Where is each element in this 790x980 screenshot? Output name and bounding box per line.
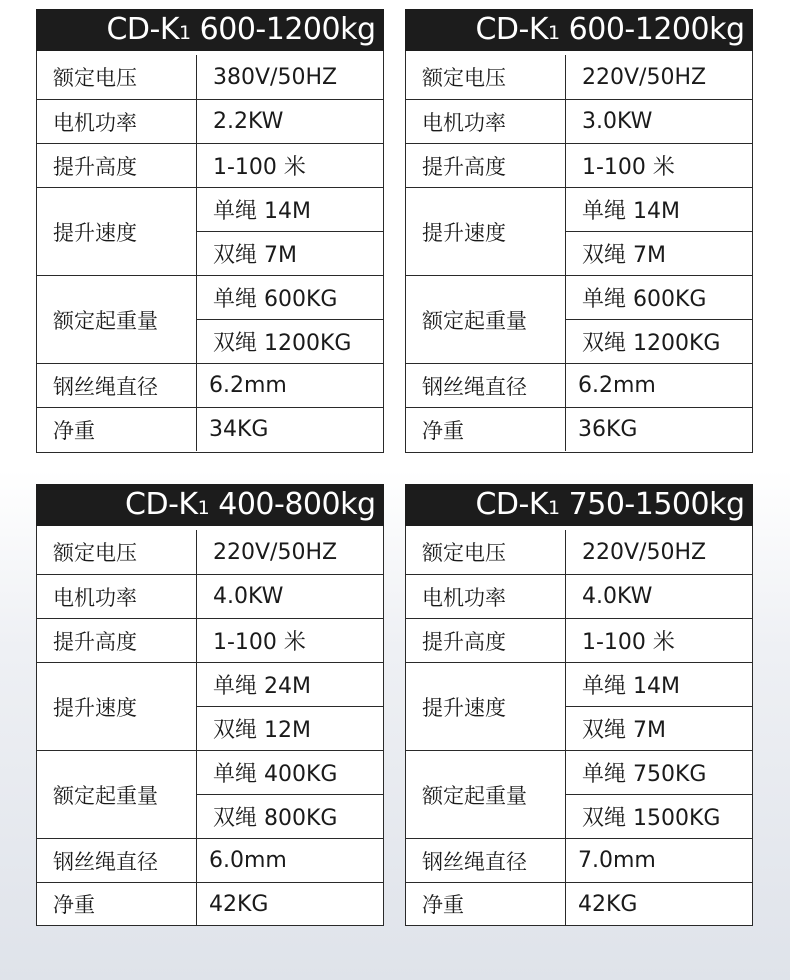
model-name: CD-K (125, 486, 198, 522)
label-rope: 钢丝绳直径 (406, 364, 566, 407)
value-load-double: 双绳 1500KG (582, 805, 721, 831)
label-height: 提升高度 (37, 619, 197, 662)
row-power (406, 99, 752, 143)
row-load (406, 750, 752, 838)
row-height (37, 618, 383, 662)
row-voltage (37, 530, 383, 574)
label-rope: 钢丝绳直径 (37, 839, 197, 882)
label-load: 额定起重量 (406, 751, 566, 838)
row-height (37, 143, 383, 187)
model-name: CD-K (475, 486, 548, 522)
label-power: 电机功率 (37, 575, 197, 618)
label-speed: 提升速度 (37, 663, 197, 750)
row-weight (406, 882, 752, 925)
card-title (36, 484, 384, 526)
card-title (36, 9, 384, 51)
value-voltage: 220V/50HZ (582, 64, 707, 90)
label-weight: 净重 (37, 408, 197, 451)
value-speed-single: 单绳 14M (566, 663, 752, 707)
label-weight: 净重 (37, 883, 197, 925)
label-load: 额定起重量 (37, 276, 197, 363)
value-weight: 42KG (209, 891, 269, 917)
value-voltage: 220V/50HZ (213, 539, 338, 565)
value-load-single: 单绳 600KG (566, 276, 752, 320)
label-height: 提升高度 (37, 144, 197, 187)
value-rope: 6.0mm (209, 848, 287, 873)
row-weight (406, 407, 752, 451)
value-weight: 36KG (578, 417, 638, 442)
row-power (37, 99, 383, 143)
label-height: 提升高度 (406, 619, 566, 662)
row-rope (406, 363, 752, 407)
label-speed: 提升速度 (406, 663, 566, 750)
row-load (37, 750, 383, 838)
model-name: CD-K (106, 11, 179, 47)
label-power: 电机功率 (406, 575, 566, 618)
model-subscript: 1 (548, 496, 560, 519)
row-height (406, 143, 752, 187)
value-speed-double: 双绳 7M (582, 242, 666, 268)
value-power: 4.0KW (213, 584, 284, 609)
value-weight: 34KG (209, 417, 269, 442)
value-weight: 42KG (578, 891, 638, 917)
value-speed-double: 双绳 12M (213, 717, 311, 743)
row-power (37, 574, 383, 618)
row-load (406, 275, 752, 363)
label-power: 电机功率 (406, 100, 566, 143)
label-voltage: 额定电压 (406, 530, 566, 574)
value-height: 1-100 米 (213, 630, 306, 655)
label-speed: 提升速度 (37, 188, 197, 275)
value-speed-single: 单绳 14M (197, 188, 383, 232)
label-power: 电机功率 (37, 100, 197, 143)
spec-card-3 (36, 484, 384, 926)
value-load-double: 双绳 800KG (213, 805, 338, 831)
value-load-double: 双绳 1200KG (213, 330, 352, 356)
value-speed-double: 双绳 7M (582, 717, 666, 743)
model-subscript: 1 (179, 21, 191, 44)
label-load: 额定起重量 (406, 276, 566, 363)
value-voltage: 220V/50HZ (582, 539, 707, 565)
value-rope: 7.0mm (578, 848, 656, 873)
row-speed (37, 187, 383, 275)
row-height (406, 618, 752, 662)
row-speed (406, 187, 752, 275)
row-weight (37, 407, 383, 451)
row-rope (37, 363, 383, 407)
spec-card-1 (36, 9, 384, 453)
value-rope: 6.2mm (578, 373, 656, 398)
value-load-double: 双绳 1200KG (582, 330, 721, 356)
card-title (405, 484, 753, 526)
value-load-single: 单绳 750KG (566, 751, 752, 795)
value-speed-single: 单绳 14M (566, 188, 752, 232)
capacity-range: 750-1500kg (568, 486, 745, 522)
row-speed (37, 662, 383, 750)
label-weight: 净重 (406, 883, 566, 925)
label-voltage: 额定电压 (406, 55, 566, 99)
value-speed-double: 双绳 7M (213, 242, 297, 268)
value-speed-single: 单绳 24M (197, 663, 383, 707)
capacity-range: 600-1200kg (568, 11, 745, 47)
value-power: 4.0KW (582, 584, 653, 609)
capacity-range: 400-800kg (218, 486, 376, 522)
label-speed: 提升速度 (406, 188, 566, 275)
value-height: 1-100 米 (213, 155, 306, 180)
row-weight (37, 882, 383, 925)
spec-card-4 (405, 484, 753, 926)
label-weight: 净重 (406, 408, 566, 451)
label-height: 提升高度 (406, 144, 566, 187)
value-load-single: 单绳 600KG (197, 276, 383, 320)
row-power (406, 574, 752, 618)
row-voltage (406, 55, 752, 99)
value-rope: 6.2mm (209, 373, 287, 398)
row-load (37, 275, 383, 363)
row-speed (406, 662, 752, 750)
label-voltage: 额定电压 (37, 530, 197, 574)
model-subscript: 1 (548, 21, 560, 44)
value-height: 1-100 米 (582, 630, 675, 655)
spec-card-2 (405, 9, 753, 453)
label-rope: 钢丝绳直径 (37, 364, 197, 407)
model-subscript: 1 (197, 496, 210, 519)
label-voltage: 额定电压 (37, 55, 197, 99)
value-load-single: 单绳 400KG (197, 751, 383, 795)
value-power: 2.2KW (213, 109, 284, 134)
value-voltage: 380V/50HZ (213, 64, 338, 90)
value-power: 3.0KW (582, 109, 653, 134)
label-load: 额定起重量 (37, 751, 197, 838)
row-rope (406, 838, 752, 882)
capacity-range: 600-1200kg (199, 11, 376, 47)
row-voltage (406, 530, 752, 574)
label-rope: 钢丝绳直径 (406, 839, 566, 882)
card-title (405, 9, 753, 51)
row-rope (37, 838, 383, 882)
value-height: 1-100 米 (582, 155, 675, 180)
model-name: CD-K (475, 11, 548, 47)
row-voltage (37, 55, 383, 99)
